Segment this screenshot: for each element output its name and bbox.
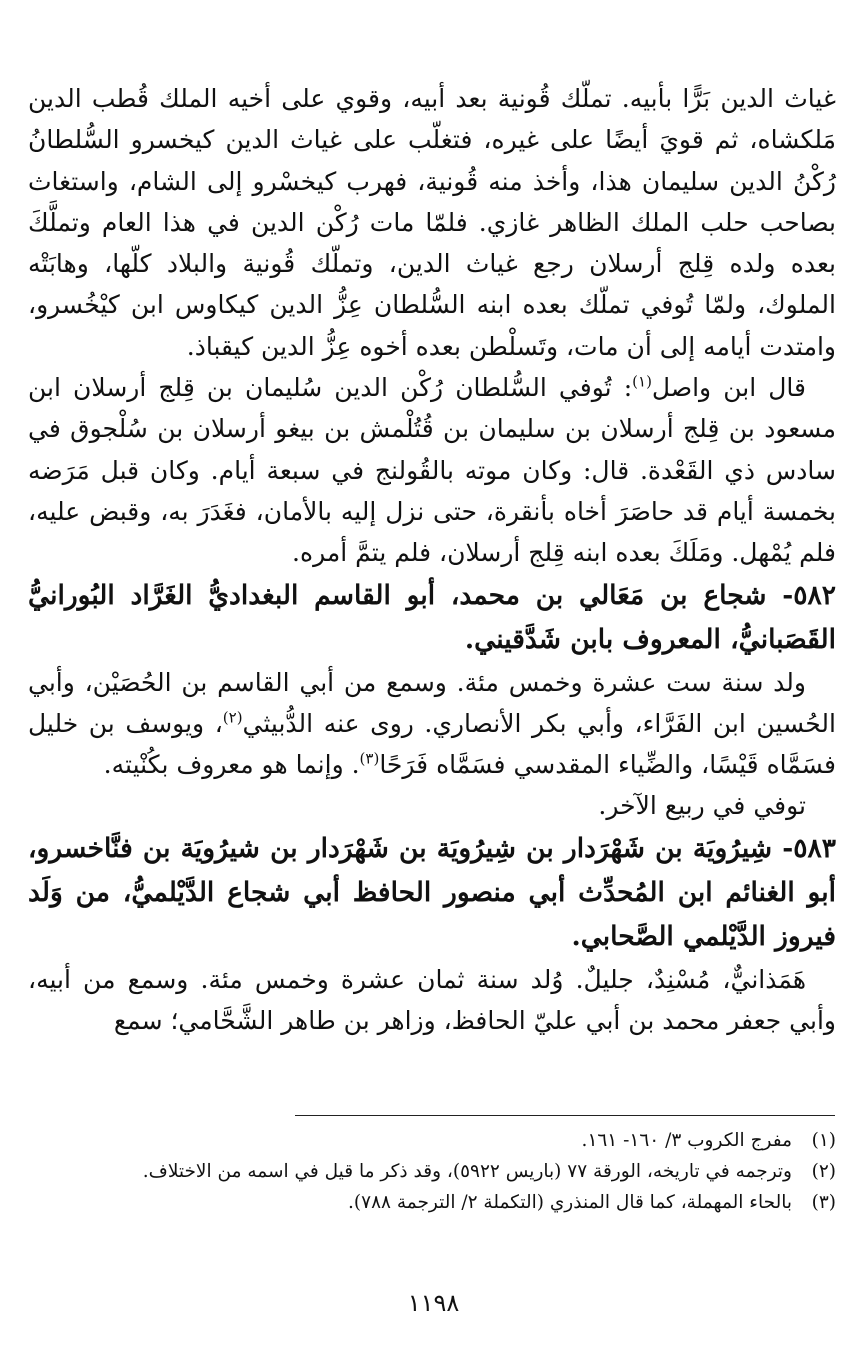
paragraph-ghiyath: غياث الدين بَرًّا بأبيه. تملّك قُونية بعد أبيه، وقوي على أخيه الملك قُطب الدين مَلكشاه، ثم قويَ أيضًا على غيره، فتغلّب على غياث الدين كيخسرو السُّلطانُ رُكْنُ الدين سليمان هذا، وأخذ منه قُونية، فهرب كيخسْرو إلى الشام، واستغاث بصاحب حلب الملك الظاهر غازي. فلمّا مات رُكْن الدين في هذا العام وتملَّكَ بعده ولده قِلج أرسلان رجع غياث الدين، وتملّك قُونية والبلاد كلّها، وهابَتْه الملوك، ولمّا تُوفي تملّك بعده ابنه السُّلطان عِزُّ الدين كيكاوس ابن كيْخُسرو، وامتدت أيامه إلى أن مات، وتَسلْطن بعده أخوه عِزُّ الدين كيقباذ. [28,84,836,361]
footnotes [28,1125,836,1218]
text-segment: ، ويوسف بن خليل فسَمَّاه قَيْسًا، والضِّياء المقدسي فسَمَّاه فَرَحًا [28,708,836,780]
footnote-ref-2: (٢) [222,708,243,727]
paragraph-shuja [28,662,836,786]
page-number: ١١٩٨ [407,1289,460,1317]
footnote-text: وترجمه في تاريخه، الورقة ٧٧ (باريس ٥٩٢٢)، وقد ذكر ما قيل في اسمه من الاختلاف. [142,1161,792,1182]
paragraph-shiruya: هَمَذانيٌّ، مُسْنِدٌ، جليلٌ. وُلد سنة ثمان عشرة وخمس مئة. وسمع من أبيه، وأبي جعفر محمد بن أبي عليّ الحافظ، وزاهر بن طاهر الشَّحَّامي؛ سمع [28,964,836,1036]
footnote-3 [28,1187,836,1218]
biography-heading-582: ٥٨٢- شجاع بن مَعَالي بن محمد، أبو القاسم البغداديُّ الغَرَّاد البُورانيُّ القَصَبانيُّ، المعروف بابن شَدَّقيني. [28,579,836,655]
paragraph-death-date: توفي في ربيع الآخر. [598,791,806,821]
footnote-1 [28,1125,836,1156]
main-text [28,78,836,1041]
paragraph-ibn-wasil [28,367,836,573]
footnote-number: (١) [811,1130,836,1151]
footnote-2 [28,1156,836,1187]
footnote-number: (٢) [811,1161,836,1182]
footnote-ref-3: (٣) [359,749,380,768]
text-segment: ولد سنة ست عشرة وخمس مئة. وسمع من أبي القاسم بن الحُصَيْن، وأبي الحُسين ابن الفَرَّاء، وأبي بكر الأنصاري. روى عنه الدُّبيثي [28,667,836,738]
text-segment: قال ابن واصل [651,373,806,403]
footnote-text: مفرج الكروب ٣/ ١٦٠- ١٦١. [581,1130,792,1151]
biography-heading-583: ٥٨٣- شِيرُويَة بن شَهْرَدار بن شِيرُويَة بن شَهْرَدار بن شيرُويَة بن فنَّاخسرو، أبو الغنائم ابن المُحدِّث أبي منصور الحافظ أبي شجاع الدَّيْلميُّ، من وَلَد فيروز الدَّيْلمي الصَّحابي. [28,832,836,952]
footnote-text: بالحاء المهملة، كما قال المنذري (التكملة ٢/ الترجمة ٧٨٨). [348,1192,792,1213]
text-segment: : تُوفي السُّلطان رُكْن الدين سُليمان بن قِلج أرسلان ابن مسعود بن قِلج أرسلان بن سليمان بن قُتُلْمش بن بيغو أرسلان بن سُلْجوق في سادس ذي القَعْدة. قال: وكان موته بالقُولنج في سبعة أيام. وكان قبل مَرَضه بخمسة أيام قد حاصَرَ أخاه بأنقرة، حتى نزل إليه بالأمان، فغَدَرَ به، وقبض عليه، فلم يُمْهل. ومَلَكَ بعده ابنه قِلج أرسلان، فلم يتمَّ أمره. [28,373,836,568]
text-segment: . وإنما هو معروف بكُنْيته. [103,750,360,780]
footnote-divider [295,1115,835,1116]
footnote-ref-1: (١) [632,372,652,391]
footnote-number: (٣) [811,1192,836,1213]
